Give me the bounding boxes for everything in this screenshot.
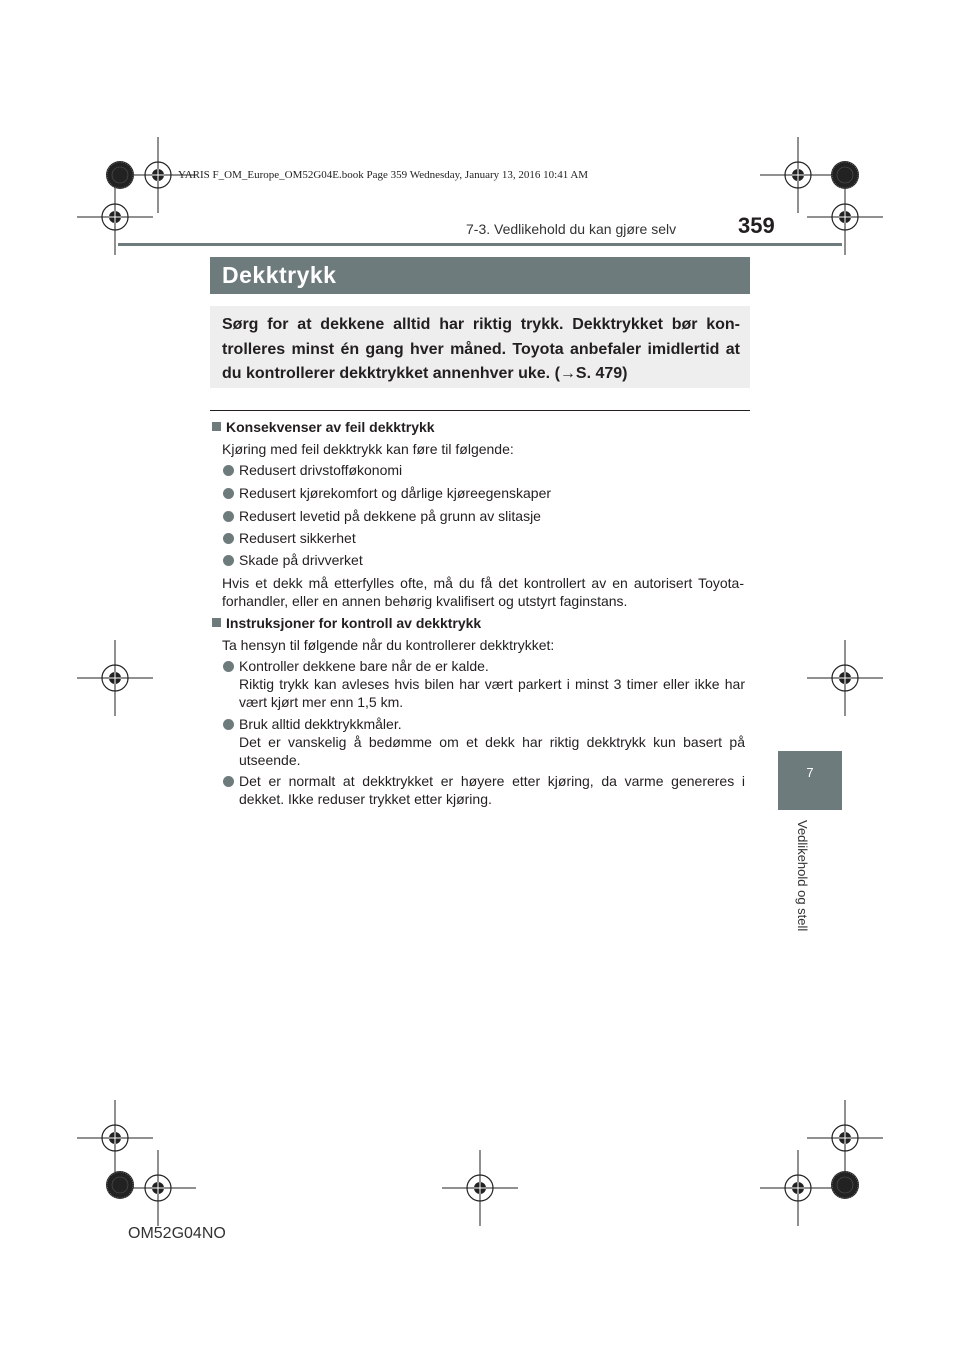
- bullet-dot-icon: [223, 555, 234, 566]
- chapter-label: Vedlikehold og stell: [795, 820, 810, 932]
- list-item-title: Kontroller dekkene bare når de er kalde.: [239, 658, 489, 674]
- bullet-dot-icon: [223, 533, 234, 544]
- section-heading: [212, 419, 435, 435]
- section-divider: [210, 410, 750, 411]
- section-heading-text: Instruksjoner for kontroll av dekktrykk: [226, 615, 482, 631]
- page-title: Dekktrykk: [222, 262, 337, 288]
- list-item-detail: Riktig trykk kan avleses hvis bilen har vært parkert i minst 3 timer eller ikke har vært kjørt mer enn 1,5 km.: [239, 676, 745, 710]
- bullet-dot-icon: [223, 719, 234, 730]
- bullet-dot-icon: [223, 776, 234, 787]
- chapter-tab: [778, 751, 842, 810]
- starburst-target-icon: [825, 1165, 865, 1205]
- starburst-target-icon: [100, 1165, 140, 1205]
- page-number: 359: [738, 213, 775, 238]
- book-info-line: YARIS F_OM_Europe_OM52G04E.book Page 359 Wednesday, January 13, 2016 10:41 AM: [178, 169, 589, 181]
- list-item: Redusert levetid på dekkene på grunn av slitasje: [239, 508, 541, 524]
- registration-mark-icon: [805, 638, 885, 718]
- square-marker-icon: [212, 422, 221, 431]
- bullet-dot-icon: [223, 488, 234, 499]
- section-lead: Ta hensyn til følgende når du kontrollerer dekktrykket:: [222, 637, 555, 653]
- list-item: Redusert kjørekomfort og dårlige kjøreegenskaper: [239, 485, 552, 501]
- list-item-detail: Det er vanskelig å bedømme om et dekk har riktig dekktrykk kun basert på utseende.: [239, 734, 745, 768]
- bullet-dot-icon: [223, 661, 234, 672]
- chapter-number: 7: [806, 765, 814, 780]
- registration-mark-icon: [75, 638, 155, 718]
- list-item-title: Bruk alltid dekktrykkmåler.: [239, 716, 402, 732]
- section-closing: Hvis et dekk må etterfylles ofte, må du få det kontrollert av en autorisert Toyota-forhandler, eller en annen behørig kvalifisert og utstyrt faginstans.: [222, 575, 744, 609]
- intro-text: Sørg for at dekkene alltid har riktig trykk. Dekktrykket bør kon-trolleres minst én gang hver måned. Toyota anbefaler imidlertid at du kontrollerer dekktrykket annenhver uke. (→S. 479): [222, 316, 740, 382]
- section-heading-text: Konsekvenser av feil dekktrykk: [226, 419, 435, 435]
- list-item-title: Det er normalt at dekktrykket er høyere etter kjøring, da varme genereres i dekket. Ikke reduser trykket etter kjøring.: [239, 773, 745, 807]
- bullet-dot-icon: [223, 465, 234, 476]
- starburst-target-icon: [100, 155, 140, 195]
- list-item: Redusert sikkerhet: [239, 530, 356, 546]
- running-header: 7-3. Vedlikehold du kan gjøre selv: [466, 221, 677, 237]
- header-rule: [118, 243, 842, 246]
- bullet-dot-icon: [223, 511, 234, 522]
- section-lead: Kjøring med feil dekktrykk kan føre til følgende:: [222, 441, 514, 457]
- list-item: Redusert drivstofføkonomi: [239, 462, 403, 478]
- section-heading: [212, 615, 481, 631]
- starburst-target-icon: [825, 155, 865, 195]
- footer-code: OM52G04NO: [128, 1225, 226, 1242]
- list-item: Skade på drivverket: [239, 552, 363, 568]
- square-marker-icon: [212, 618, 221, 627]
- registration-mark-icon: [440, 1148, 520, 1228]
